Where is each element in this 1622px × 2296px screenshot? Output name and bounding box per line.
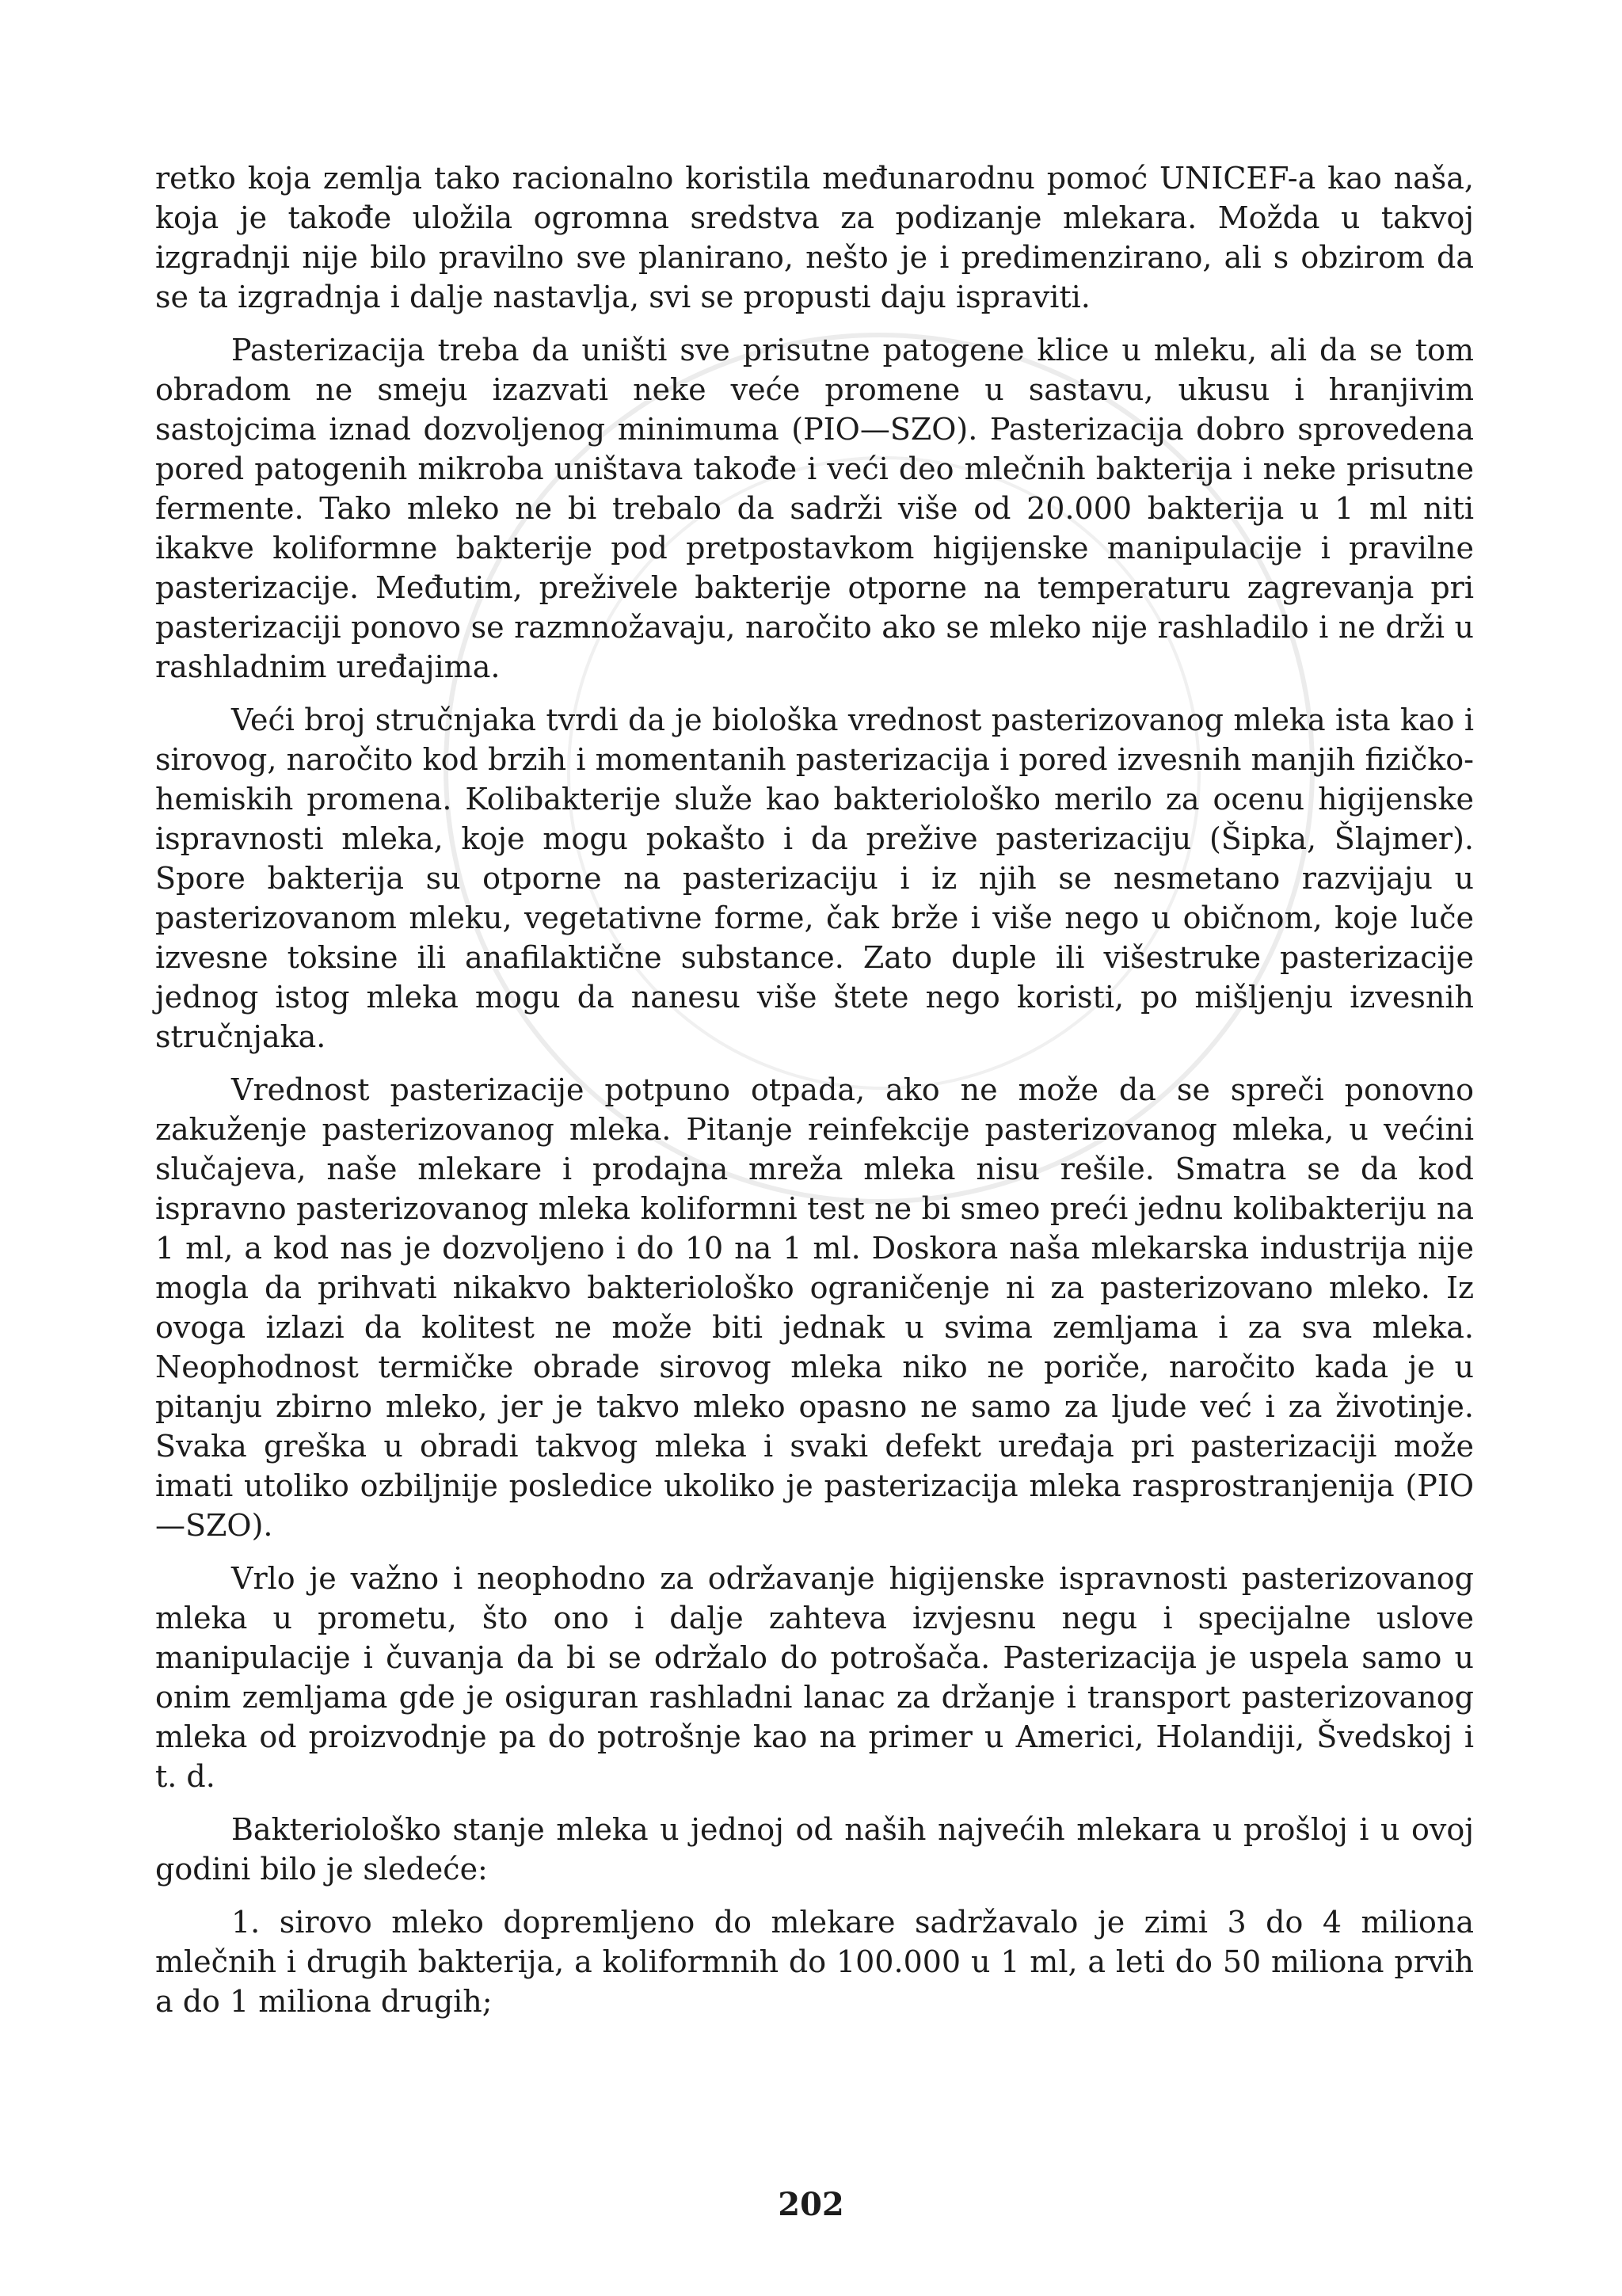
body-text: [155, 158, 1474, 2035]
list-item-1: 1. sirovo mleko dopremljeno do mlekare sadržavalo je zimi 3 do 4 miliona mlečnih i drugih bakterija, a koliformnih do 100.000 u 1 ml, a leti do 50 miliona prvih a do 1 miliona drugih;: [155, 1905, 1474, 2019]
paragraph-4: Vrednost pasterizacije potpuno otpada, ako ne može da se spreči ponovno zakuženje pasterizovanog mleka. Pitanje reinfekcije pasterizovanog mleka, u većini slučajeva, naše mlekare i prodajna mreža mleka nisu rešile. Smatra se da kod ispravno pasterizovanog mleka koliformni test ne bi smeo preći jednu kolibakteriju na 1 ml, a kod nas je dozvoljeno i do 10 na 1 ml. Doskora naša mlekarska industrija nije mogla da prihvati nikakvo bakteriološko ograničenje ni za pasterizovano mleko. Iz ovoga izlazi da kolitest ne može biti jednak u svima zemljama i za sva mleka. Neophodnost termičke obrade sirovog mleka niko ne poriče, naročito kada je u pitanju zbirno mleko, jer je takvo mleko opasno ne samo za ljude već i za životinje. Svaka greška u obradi takvog mleka i svaki defekt uređaja pri pasterizaciji može imati utoliko ozbiljnije posledice ukoliko je pasterizacija mleka rasprostranjenija (PIO—SZO).: [155, 1072, 1474, 1543]
paragraph-3: Veći broj stručnjaka tvrdi da je biološka vrednost pasterizovanog mleka ista kao i sirovog, naročito kod brzih i momentanih pasterizacija i pored izvesnih manjih fizičko-hemiskih promena. Kolibakterije služe kao bakteriološko merilo za ocenu higijenske ispravnosti mleka, koje mogu pokašto i da prežive pasterizaciju (Šipka, Šlajmer). Spore bakterija su otporne na pasterizaciju i iz njih se nesmetano razvijaju u pasterizovanom mleku, vegetativne forme, čak brže i više nego u običnom, koje luče izvesne toksine ili anafilaktične substance. Zato duple ili višestruke pasterizacije jednog istog mleka mogu da nanesu više štete nego koristi, po mišljenju izvesnih stručnjaka.: [155, 703, 1474, 1054]
paragraph-5: Vrlo je važno i neophodno za održavanje higijenske ispravnosti pasterizovanog mleka u prometu, što ono i dalje zahteva izvjesnu negu i specijalne uslove manipulacije i čuvanja da bi se održalo do potrošača. Pasterizacija je uspela samo u onim zemljama gde je osiguran rashladni lanac za držanje i transport pasterizovanog mleka od proizvodnje pa do potrošnje kao na primer u Americi, Holandiji, Švedskoj i t. d.: [155, 1561, 1474, 1794]
paragraph-1: retko koja zemlja tako racionalno koristila međunarodnu pomoć UNICEF-a kao naša, koja je takođe uložila ogromna sredstva za podizanje mlekara. Možda u takvoj izgradnji nije bilo pravilno sve planirano, nešto je i predimenzirano, ali s obzirom da se ta izgradnja i dalje nastavlja, svi se propusti daju ispraviti.: [155, 161, 1474, 314]
paragraph-2: Pasterizacija treba da uništi sve prisutne patogene klice u mleku, ali da se tom obradom ne smeju izazvati neke veće promene u sastavu, ukusu i hranjivim sastojcima iznad dozvoljenog minimuma (PIO—SZO). Pasterizacija dobro sprovedena pored patogenih mikroba uništava takođe i veći deo mlečnih bakterija i neke prisutne fermente. Tako mleko ne bi trebalo da sadrži više od 20.000 bakterija u 1 ml niti ikakve koliformne bakterije pod pretpostavkom higijenske manipulacije i pravilne pasterizacije. Međutim, preživele bakterije otporne na temperaturu zagrevanja pri pasterizaciji ponovo se razmnožavaju, naročito ako se mleko nije rashladilo i ne drži u rashladnim uređajima.: [155, 333, 1474, 684]
paragraph-6: Bakteriološko stanje mleka u jednoj od naših najvećih mlekara u prošloj i u ovoj godini bilo je sledeće:: [155, 1812, 1474, 1887]
page-number: 202: [778, 2186, 844, 2223]
